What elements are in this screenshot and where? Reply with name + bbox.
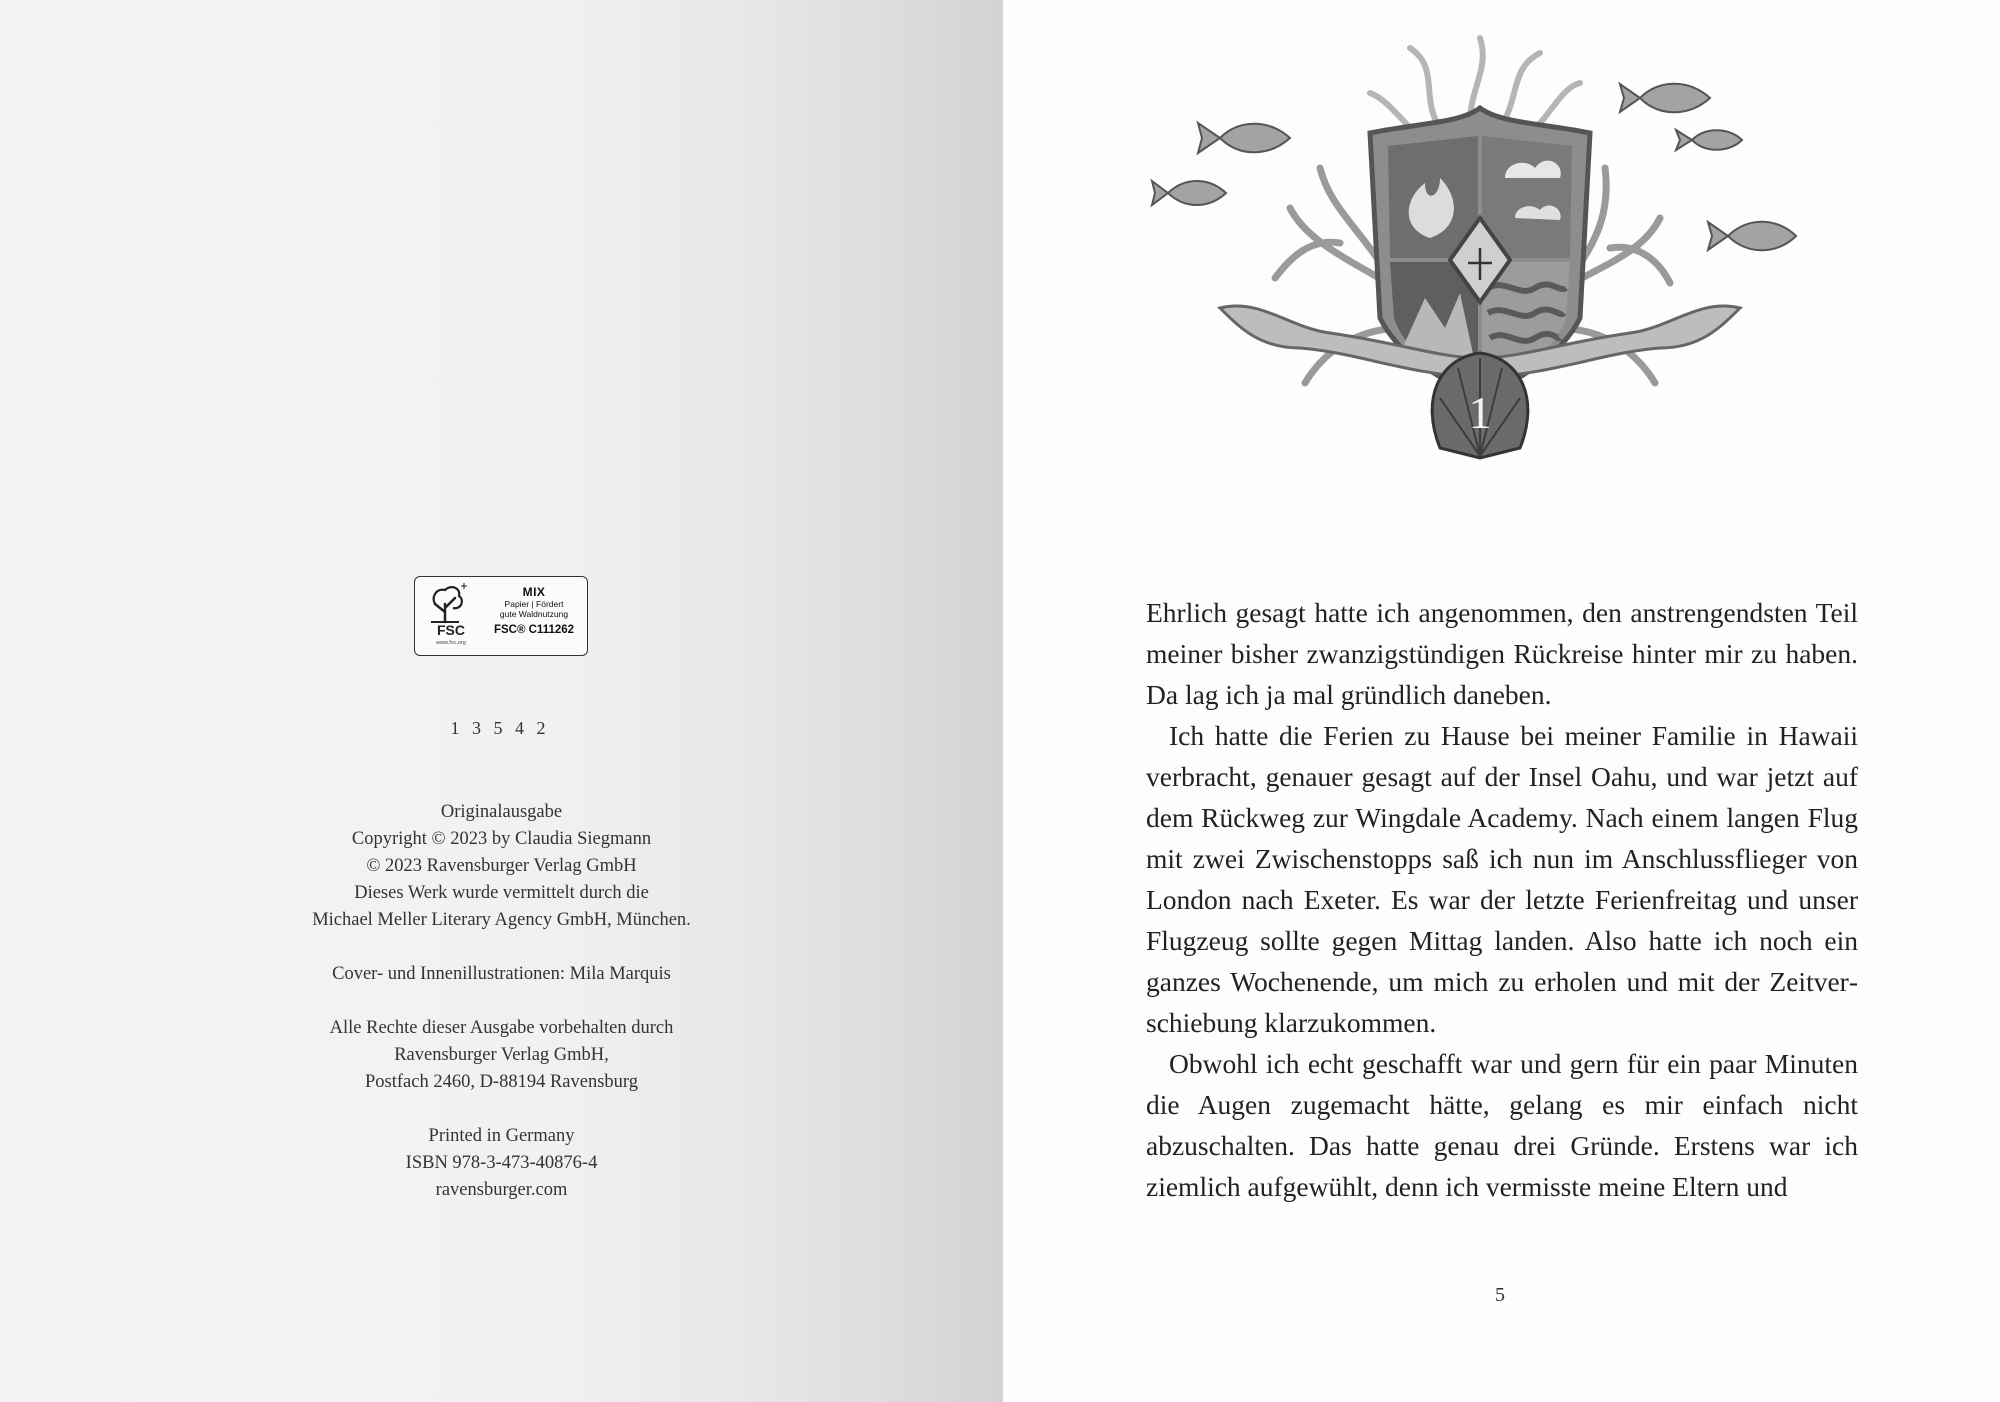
chapter-crest-illustration — [1140, 28, 1820, 528]
chapter-body-text — [1146, 592, 1858, 1207]
imprint-line: © 2023 Ravensburger Verlag GmbH — [366, 856, 637, 876]
imprint-line: Michael Meller Literary Agency GmbH, München. — [312, 910, 691, 930]
fsc-mix-label: MIX — [522, 585, 546, 599]
rights-line: Postfach 2460, D-88194 Ravensburg — [364, 1072, 639, 1092]
paragraph: Ich hatte die Ferien zu Hause bei meiner Familie in Hawaii verbracht, genauer gesagt auf der Insel Oahu, und war jetzt auf dem Rückweg zur Wingdale Academy. Nach einem langen Flug mit zwei Zwischenstopps saß ich nun im Anschlussflieger von London nach Exeter. Es war der letzte Ferienfreitag und unser Flugzeug sollte gegen Mittag landen. Also hatte ich noch ein ganzes Wochenende, um mich zu erholen und mit der Zeitverschiebung klarzukommen. — [1146, 720, 1858, 1038]
fsc-logo-text: FSC — [437, 622, 465, 638]
print-run-numbers: 1 3 5 4 2 — [450, 718, 550, 738]
page-number: 5 — [1495, 1284, 1505, 1306]
fsc-line-1: Papier | Fördert — [504, 599, 564, 609]
fsc-line-2: gute Waldnutzung — [499, 609, 569, 619]
printing-line: Printed in Germany — [428, 1126, 575, 1146]
paragraph: Obwohl ich echt geschafft war und gern für ein paar Minuten die Augen zugemacht hätte, gelang es mir einfach nicht abzuschalten. Das hatte genau drei Gründe. Erstens war ich ziemlich aufgewühlt, denn ich vermisste meine Eltern und — [1146, 1048, 1858, 1202]
rights-line: Ravensburger Verlag GmbH, — [394, 1045, 609, 1065]
fsc-code: FSC® C111262 — [493, 624, 575, 636]
fsc-logo — [414, 576, 588, 656]
imprint-line: Originalausgabe — [440, 802, 563, 822]
paragraph: Ehrlich gesagt hatte ich angenommen, den anstrengendsten Teil meiner bisher zwanzigstündigen Rückreise hinter mir zu haben. Da lag ich ja mal gründlich daneben. — [1146, 597, 1858, 710]
fsc-url: www.fsc.org — [436, 640, 466, 646]
illustration-credit: Cover- und Innenillustrationen: Mila Marquis — [332, 964, 671, 984]
imprint-line: Copyright © 2023 by Claudia Siegmann — [351, 829, 652, 849]
imprint-line: Dieses Werk wurde vermittelt durch die — [354, 883, 649, 903]
chapter-number: 1 — [1468, 387, 1492, 438]
imprint-block — [240, 799, 763, 1204]
fsc-label-block — [483, 585, 585, 636]
publisher-website: ravensburger.com — [435, 1180, 568, 1200]
isbn: ISBN 978-3-473-40876-4 — [405, 1153, 598, 1173]
rights-line: Alle Rechte dieser Ausgabe vorbehalten durch — [329, 1018, 674, 1038]
